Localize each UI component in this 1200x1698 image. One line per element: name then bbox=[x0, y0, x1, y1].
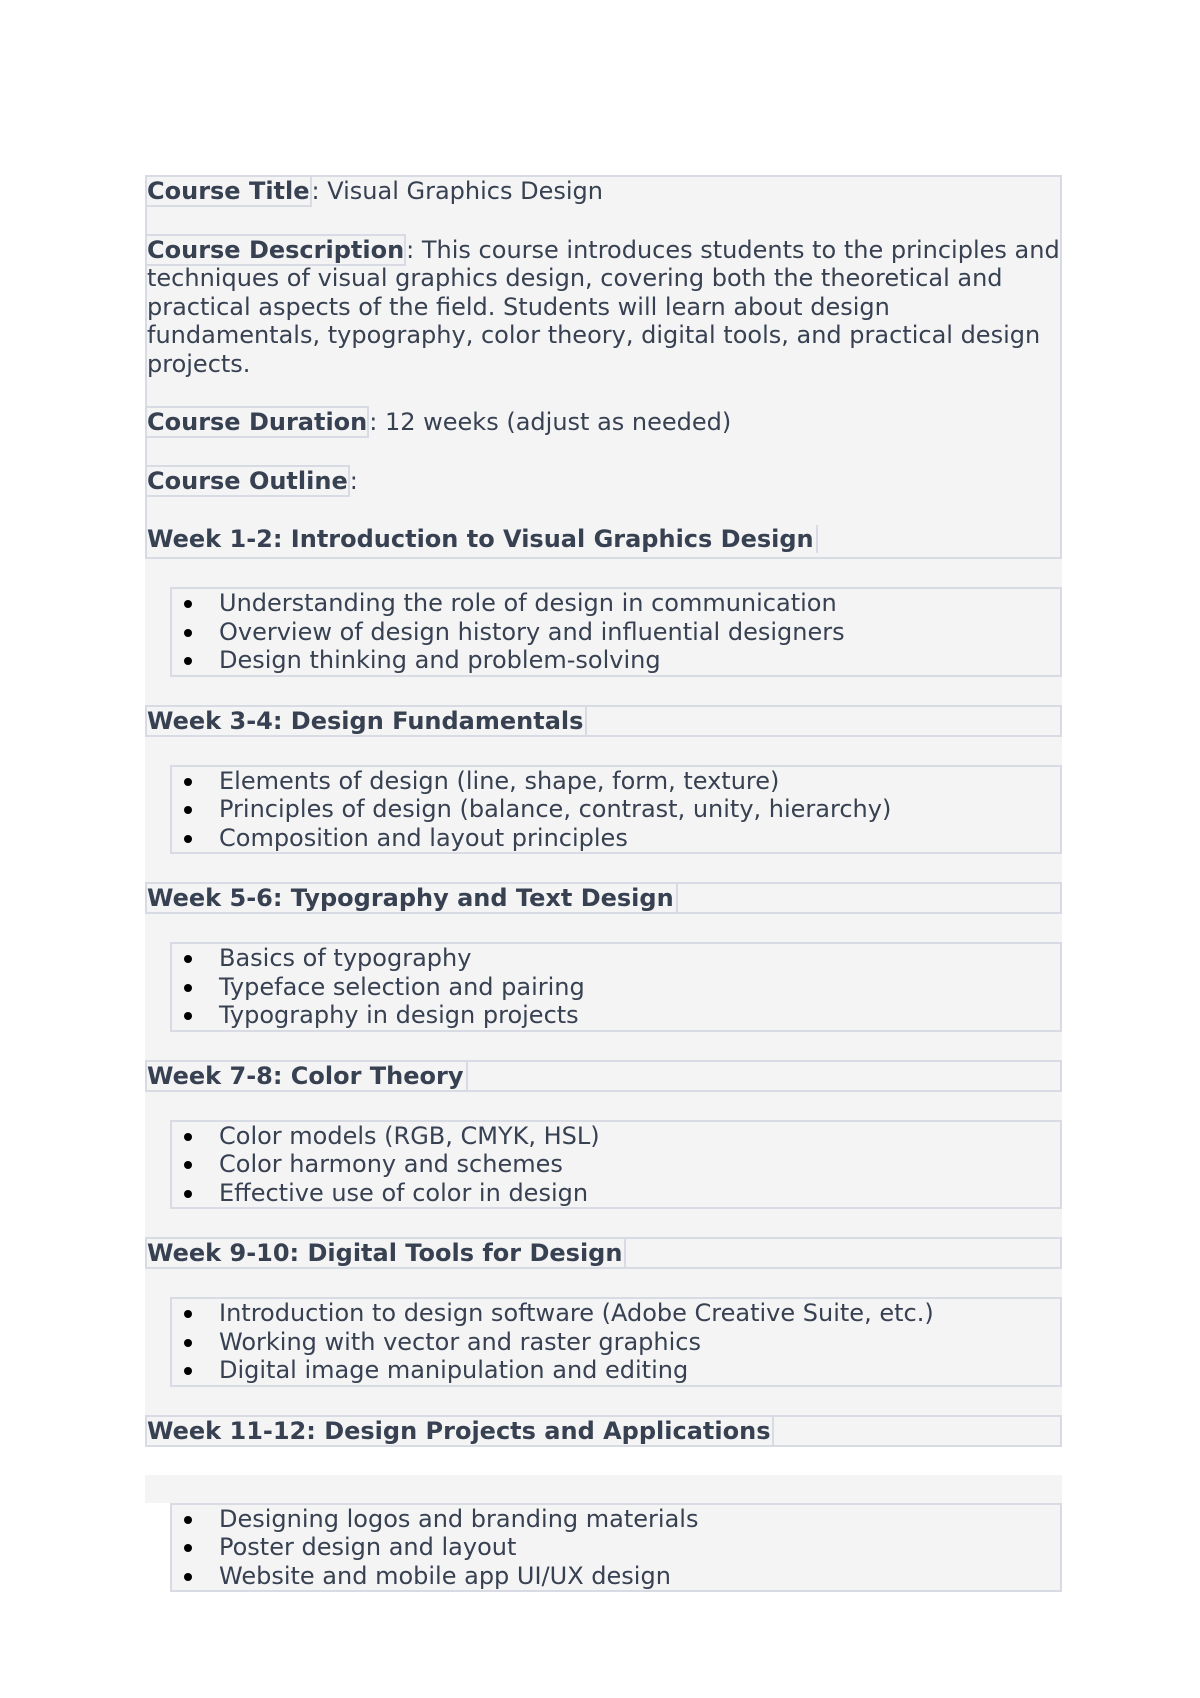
course-title-value: : Visual Graphics Design bbox=[311, 177, 603, 205]
list-item: Composition and layout principles bbox=[172, 824, 1060, 853]
list-item: Color models (RGB, CMYK, HSL) bbox=[172, 1122, 1060, 1151]
list-item: Effective use of color in design bbox=[172, 1179, 1060, 1208]
list-item: Typography in design projects bbox=[172, 1001, 1060, 1030]
week-topics-list bbox=[170, 1297, 1062, 1387]
week-heading bbox=[145, 1060, 1062, 1092]
week-topics-list bbox=[170, 1120, 1062, 1210]
course-intro bbox=[145, 175, 1062, 559]
week-heading bbox=[145, 705, 1062, 737]
course-duration-line bbox=[147, 408, 1060, 437]
list-item: Website and mobile app UI/UX design bbox=[172, 1562, 1060, 1591]
course-description-value: : This course introduces students to the principles and techniques of visual graphics design, covering both the theoretical and practical aspects of the field. Students will learn about design fundamentals, typography, color theory, digital tools, and practical design projects. bbox=[147, 235, 1060, 378]
list-item: Elements of design (line, shape, form, texture) bbox=[172, 767, 1060, 796]
week-topics-section bbox=[145, 1092, 1062, 1238]
week-topics-section bbox=[145, 737, 1062, 883]
course-outline-line bbox=[147, 467, 1060, 496]
course-duration-label: Course Duration bbox=[147, 408, 368, 436]
week-heading-label: Week 3-4: Design Fundamentals bbox=[147, 707, 587, 735]
week-heading-label: Week 5-6: Typography and Text Design bbox=[147, 884, 678, 912]
list-item: Typeface selection and pairing bbox=[172, 973, 1060, 1002]
week-topics-section bbox=[145, 1269, 1062, 1415]
list-item: Digital image manipulation and editing bbox=[172, 1356, 1060, 1385]
week-topics-section bbox=[145, 1447, 1062, 1593]
list-item: Design thinking and problem-solving bbox=[172, 646, 1060, 675]
list-item: Color harmony and schemes bbox=[172, 1150, 1060, 1179]
course-title-label: Course Title bbox=[147, 177, 310, 205]
week-topics-section bbox=[145, 914, 1062, 1060]
course-description bbox=[147, 236, 1060, 379]
course-title-line bbox=[147, 177, 1060, 206]
week-heading bbox=[147, 525, 1060, 557]
list-item: Designing logos and branding materials bbox=[172, 1505, 1060, 1534]
course-outline-label: Course Outline bbox=[147, 466, 348, 495]
week-topics-section bbox=[145, 559, 1062, 705]
week-heading-label: Week 11-12: Design Projects and Applications bbox=[147, 1417, 774, 1445]
list-item: Understanding the role of design in communication bbox=[172, 589, 1060, 618]
list-item: Overview of design history and influential designers bbox=[172, 618, 1060, 647]
week-topics-list bbox=[170, 587, 1062, 677]
week-topics-list bbox=[170, 765, 1062, 855]
week-heading-label: Week 7-8: Color Theory bbox=[147, 1062, 468, 1090]
course-document bbox=[145, 175, 1062, 1592]
week-heading bbox=[145, 1237, 1062, 1269]
week-heading-label: Week 1-2: Introduction to Visual Graphics Design bbox=[147, 525, 818, 553]
week-heading bbox=[145, 1415, 1062, 1447]
list-item: Poster design and layout bbox=[172, 1533, 1060, 1562]
list-item: Principles of design (balance, contrast, unity, hierarchy) bbox=[172, 795, 1060, 824]
list-item: Introduction to design software (Adobe Creative Suite, etc.) bbox=[172, 1299, 1060, 1328]
course-outline-value: : bbox=[349, 466, 358, 495]
list-item: Working with vector and raster graphics bbox=[172, 1328, 1060, 1357]
week-topics-list bbox=[170, 942, 1062, 1032]
week-heading bbox=[145, 882, 1062, 914]
list-item: Basics of typography bbox=[172, 944, 1060, 973]
course-duration-value: : 12 weeks (adjust as needed) bbox=[369, 408, 732, 436]
week-heading-label: Week 9-10: Digital Tools for Design bbox=[147, 1239, 626, 1267]
course-description-label: Course Description bbox=[147, 235, 405, 264]
week-topics-list bbox=[170, 1503, 1062, 1593]
